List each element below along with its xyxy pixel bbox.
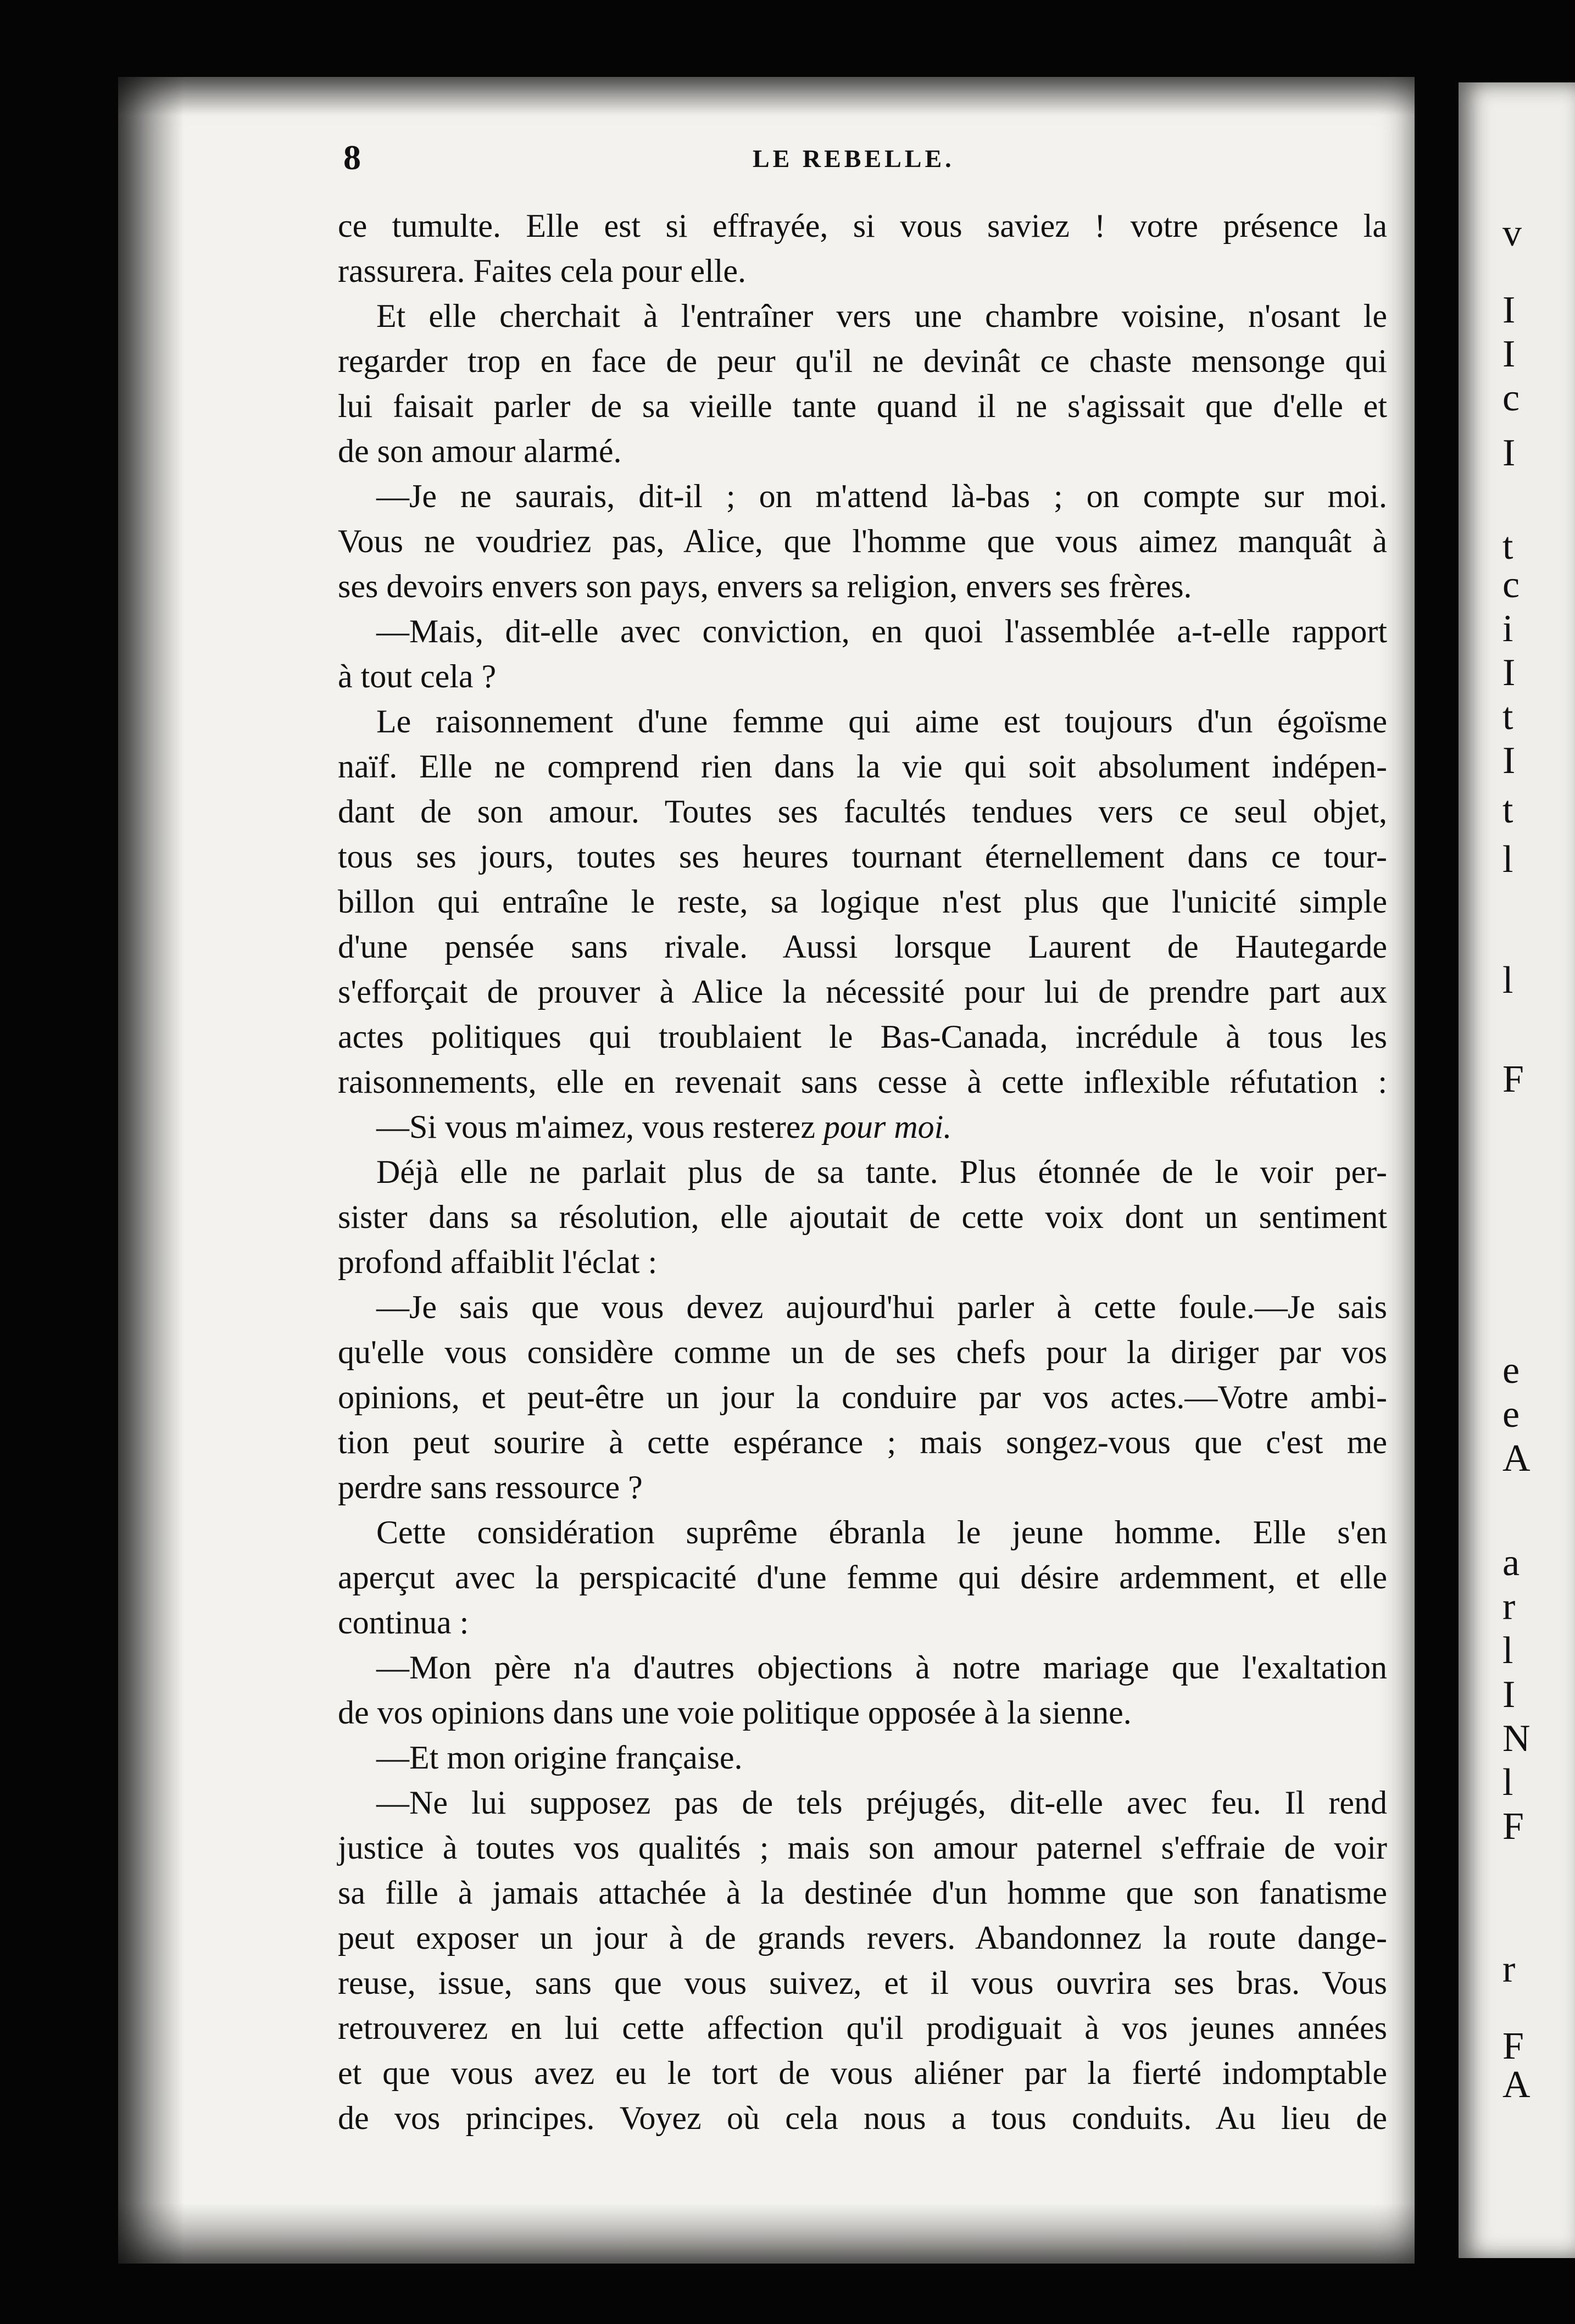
text-line [338,1239,1387,1285]
italic-text: pour moi. [823,1109,952,1145]
text-line-content: Cette considération suprême ébranla le jeune homme. Elle s'en [376,1514,1387,1550]
text-line [338,248,1387,293]
text-line [338,203,1387,248]
adjacent-page-letter: r [1502,1586,1516,1628]
text-line-content: Et elle cherchait à l'entraîner vers une chambre voisine, n'osant le [376,298,1387,334]
text-line-content: actes politiques qui troublaient le Bas-Canada, incrédule à tous les [338,1019,1387,1055]
text-line-content: profond affaiblit l'éclat : [338,1244,658,1280]
text-line-content: peut exposer un jour à de grands revers. Abandonnez la route dange- [338,1920,1387,1956]
text-line [338,969,1387,1014]
adjacent-page-letter: e [1502,1349,1520,1392]
text-line-content: s'efforçait de prouver à Alice la nécessité pour lui de prendre part aux [338,974,1387,1010]
adjacent-page-letter: F [1502,1805,1524,1848]
text-line [338,383,1387,429]
text-line [338,1645,1387,1690]
text-line-content: —Je sais que vous devez aujourd'hui parler à cette foule.—Je sais [376,1289,1387,1325]
text-line-content: regarder trop en face de peur qu'il ne devinât ce chaste mensonge qui [338,343,1387,379]
text-line-content: naïf. Elle ne comprend rien dans la vie qui soit absolument indépen- [338,748,1387,785]
text-line-content: aperçut avec la perspicacité d'une femme qui désire ardemment, et elle [338,1559,1387,1595]
text-line [338,879,1387,924]
adjacent-page-letter: A [1502,1437,1531,1480]
text-line [338,1285,1387,1330]
text-line-content: —Mais, dit-elle avec conviction, en quoi l'assemblée a-t-elle rapport [376,613,1387,649]
text-line [338,2050,1387,2095]
text-line-content: Le raisonnement d'une femme qui aime est toujours d'un égoïsme [376,703,1387,740]
text-line [338,1330,1387,1375]
text-line-content: Déjà elle ne parlait plus de sa tante. Plus étonnée de le voir per- [376,1154,1387,1190]
adjacent-page-letter: e [1502,1393,1520,1436]
text-line [338,1555,1387,1600]
adjacent-page-letter: c [1502,377,1520,419]
text-line-content: Vous ne voudriez pas, Alice, que l'homme que vous aimez manquât à [338,523,1387,559]
text-line [338,1690,1387,1735]
text-line-content: lui faisait parler de sa vieille tante quand il ne s'agissait que d'elle et [338,388,1387,424]
adjacent-page-letter: F [1502,1058,1524,1100]
adjacent-page-edge [1459,82,1575,2258]
text-line-content: ce tumulte. Elle est si effrayée, si vous saviez ! votre présence la [338,208,1387,244]
text-line-content: raisonnements, elle en revenait sans cesse à cette inflexible réfutation : [338,1064,1387,1100]
text-line [338,1059,1387,1104]
adjacent-page-letter: r [1502,1948,1516,1991]
adjacent-page-letter: A [1502,2064,1531,2106]
text-line [338,744,1387,789]
text-line [338,699,1387,744]
text-line [338,834,1387,879]
text-line [338,1104,1387,1149]
text-line [338,789,1387,834]
text-line [338,2095,1387,2140]
text-line [338,1375,1387,1420]
text-line-content: —Si vous m'aimez, vous resterez [376,1109,823,1145]
text-line-content: ses devoirs envers son pays, envers sa religion, envers ses frères. [338,568,1192,604]
adjacent-page-letter: t [1502,789,1513,831]
adjacent-page-letter: I [1502,740,1516,782]
text-line-content: d'une pensée sans rivale. Aussi lorsque Laurent de Hautegarde [338,929,1387,965]
text-line-content: justice à toutes vos qualités ; mais son amour paternel s'effraie de voir [338,1830,1387,1866]
text-line-content: sa fille à jamais attachée à la destinée d'un homme que son fanatisme [338,1875,1387,1911]
text-line-content: qu'elle vous considère comme un de ses chefs pour la diriger par vos [338,1334,1387,1370]
adjacent-page-letter: a [1502,1542,1520,1584]
text-line [338,429,1387,474]
text-line [338,1149,1387,1194]
text-line [338,1960,1387,2005]
running-title: LE REBELLE. [753,144,955,173]
adjacent-page-letter: l [1502,1630,1513,1672]
text-line-content: sister dans sa résolution, elle ajoutait de cette voix dont un sentiment [338,1199,1387,1235]
text-line [338,2005,1387,2050]
text-line [338,1870,1387,1915]
page-number: 8 [343,138,361,177]
adjacent-page-letter: t [1502,696,1513,738]
page-header [343,137,1387,187]
text-line [338,1420,1387,1465]
text-line [338,1825,1387,1870]
text-line-content: tion peut sourire à cette espérance ; mais songez-vous que c'est me [338,1424,1387,1460]
text-line-content: —Ne lui supposez pas de tels préjugés, dit-elle avec feu. Il rend [376,1784,1387,1821]
text-line-content: de vos principes. Voyez où cela nous a tous conduits. Au lieu de [338,2100,1387,2136]
text-line-content: —Je ne saurais, dit-il ; on m'attend là-bas ; on compte sur moi. [376,478,1387,514]
text-line-content: et que vous avez eu le tort de vous aliéner par la fierté indomptable [338,2055,1387,2091]
adjacent-page-letter: v [1502,212,1522,254]
text-line-content: retrouverez en lui cette affection qu'il prodiguait à vos jeunes années [338,2010,1387,2046]
text-line [338,1780,1387,1825]
text-line-content: de son amour alarmé. [338,433,622,469]
text-line [338,474,1387,519]
page-shadow-top [118,77,1415,115]
page-shadow-bottom [118,2203,1415,2264]
adjacent-page-letter: l [1502,1761,1513,1804]
adjacent-page-letter: I [1502,432,1516,474]
text-line-content: opinions, et peut-être un jour la conduire par vos actes.—Votre ambi- [338,1379,1387,1415]
adjacent-page-letter: I [1502,289,1516,331]
text-line [338,1510,1387,1555]
text-line [338,1600,1387,1645]
text-line [338,609,1387,654]
adjacent-page-letter: I [1502,333,1516,375]
text-line-content: à tout cela ? [338,658,497,694]
text-line-content: dant de son amour. Toutes ses facultés tendues vers ce seul objet, [338,793,1387,830]
page-shadow-left [118,77,184,2264]
adjacent-page-letter: I [1502,1673,1516,1716]
adjacent-page-letter: N [1502,1717,1531,1760]
adjacent-page-letter: I [1502,652,1516,694]
text-line [338,654,1387,699]
text-line [338,564,1387,609]
text-line-content: tous ses jours, toutes ses heures tournant éternellement dans ce tour- [338,838,1387,875]
text-line-content: —Mon père n'a d'autres objections à notre mariage que l'exaltation [376,1649,1387,1686]
adjacent-page-letter: t [1502,525,1513,568]
adjacent-page-letter: c [1502,564,1520,606]
text-line [338,1915,1387,1960]
text-line-content: reuse, issue, sans que vous suivez, et il vous ouvrira ses bras. Vous [338,1965,1387,2001]
text-line-content: de vos opinions dans une voie politique opposée à la sienne. [338,1694,1132,1731]
text-line-content: billon qui entraîne le reste, sa logique n'est plus que l'unicité simple [338,883,1387,920]
text-line [338,1014,1387,1059]
text-line [338,1194,1387,1239]
adjacent-page-letter: l [1502,959,1513,1002]
text-line [338,924,1387,969]
text-line-content: rassurera. Faites cela pour elle. [338,253,746,289]
text-line-content: —Et mon origine française. [376,1739,743,1776]
text-line [338,519,1387,564]
text-line [338,293,1387,338]
body-text [338,203,1387,2140]
text-line [338,1465,1387,1510]
adjacent-page-letter: i [1502,608,1513,650]
text-line-content: continua : [338,1604,469,1641]
text-line [338,338,1387,383]
text-line [338,1735,1387,1780]
adjacent-page-letter: F [1502,2025,1524,2067]
text-line-content: perdre sans ressource ? [338,1469,643,1505]
adjacent-page-letter: l [1502,838,1513,881]
